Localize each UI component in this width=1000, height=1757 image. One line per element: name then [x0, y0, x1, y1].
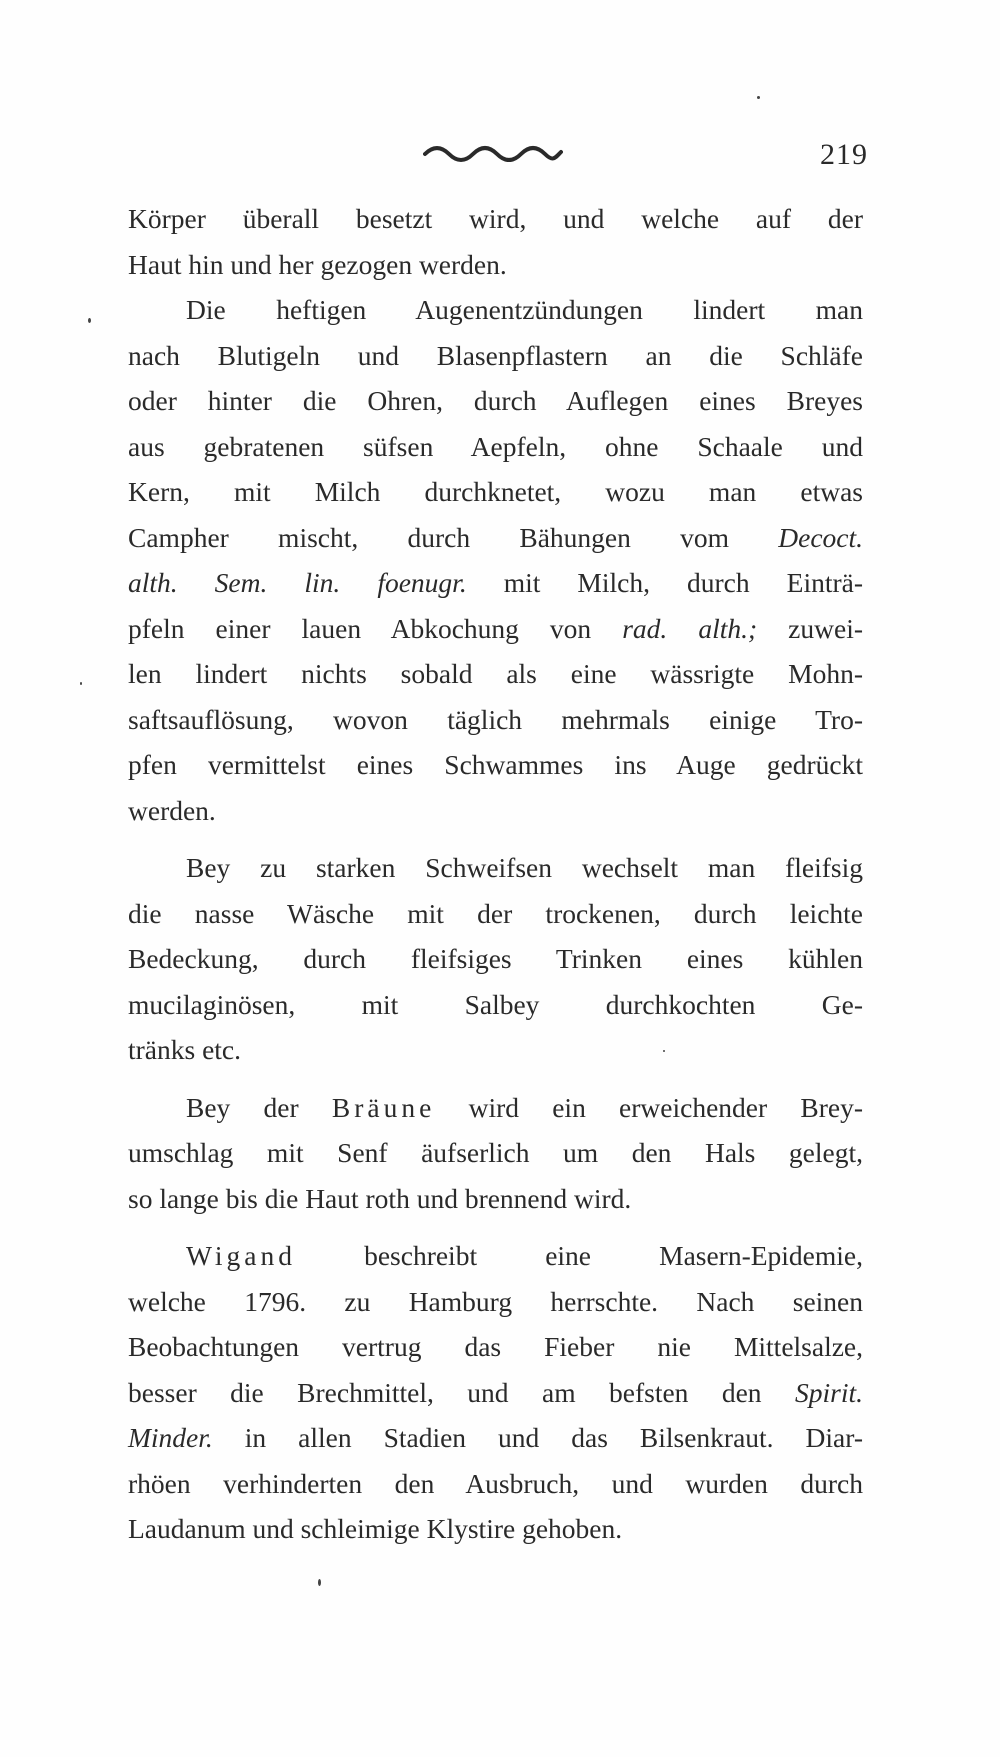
text-line: Haut hin und her gezogen werden. [128, 248, 507, 280]
text-line: die nasse Wäsche mit der trockenen, durch leichte [128, 897, 863, 929]
paper-speck [88, 318, 91, 323]
text-line [128, 1085, 863, 1131]
text-line: so lange bis die Haut roth und brennend wird. [128, 1182, 632, 1214]
text-line [128, 1233, 863, 1279]
text-fragment: Campher mischt, durch Bähungen vom [128, 521, 730, 553]
text-line: oder hinter die Ohren, durch Auflegen eines Breyes [128, 385, 863, 416]
text-line: rhöen verhinderten den Ausbruch, und wurden durch [128, 1467, 863, 1499]
text-fragment: besser die Brechmittel, und am befsten den [128, 1376, 762, 1408]
text-fragment: mit Milch, durch Einträ- [503, 567, 863, 598]
text-line: pfen vermittelst eines Schwammes ins Auge gedrückt [128, 749, 863, 780]
text-line: Laudanum und schleimige Klystire gehoben. [128, 1513, 623, 1544]
text-line: Körper überall besetzt wird, und welche auf der [128, 203, 863, 234]
ornament-rule [423, 144, 563, 162]
text-line: saftsauflösung, wovon täglich mehrmals einige Tro- [128, 703, 863, 735]
author-name: Wigand [186, 1240, 296, 1271]
text-line: Kern, mit Milch durchknetet, wozu man etwas [128, 476, 863, 507]
text-line: aus gebratenen süfsen Aepfeln, ohne Schaale und [128, 430, 863, 462]
text-line [128, 560, 863, 606]
paper-speck [80, 682, 82, 685]
text-line: Die heftigen Augenentzündungen lindert man [186, 294, 863, 325]
text-line: werden. [128, 794, 216, 826]
text-line [128, 606, 863, 652]
paper-speck [757, 96, 760, 99]
text-line: welche 1796. zu Hamburg herrschte. Nach seinen [128, 1285, 863, 1317]
text-line: Bedeckung, durch fleifsiges Trinken eines kühlen [128, 943, 863, 974]
italic-term: Decoct. [778, 521, 864, 553]
page-header [128, 138, 868, 178]
text-line: nach Blutigeln und Blasenpflastern an die Schläfe [128, 339, 863, 371]
text-fragment: Bey der [186, 1091, 299, 1123]
italic-term: rad. alth.; [622, 612, 758, 644]
paragraph-1 [128, 196, 863, 287]
text-fragment: wird ein erweichender Brey- [468, 1091, 864, 1123]
body-text [128, 196, 863, 1552]
text-line [128, 1370, 863, 1416]
text-fragment: zuwei- [788, 612, 863, 644]
page-number: 219 [820, 138, 868, 171]
text-fragment: beschreibt eine Masern-Epidemie, [364, 1240, 864, 1271]
text-line: Bey zu starken Schweifsen wechselt man fleifsig [186, 852, 863, 883]
paper-speck [318, 1579, 321, 1586]
italic-term: Minder. [128, 1422, 213, 1453]
text-line [128, 515, 863, 561]
italic-term: Spirit. [795, 1376, 863, 1408]
text-fragment: in allen Stadien und das Bilsenkraut. Diar- [244, 1422, 864, 1453]
text-line: umschlag mit Senf äufserlich um den Hals gelegt, [128, 1137, 863, 1168]
italic-term: alth. Sem. lin. foenugr. [128, 567, 467, 598]
text-line [128, 1415, 863, 1461]
text-fragment: pfeln einer lauen Abkochung von [128, 612, 592, 644]
paragraph-2 [128, 287, 863, 833]
paragraph-3 [128, 845, 863, 1073]
text-line: Beobachtungen vertrug das Fieber nie Mittelsalze, [128, 1331, 863, 1362]
text-line: tränks etc. [128, 1034, 242, 1065]
text-line: mucilaginösen, mit Salbey durchkochten Ge- [128, 988, 863, 1020]
paragraph-4 [128, 1085, 863, 1222]
text-line: len lindert nichts sobald als eine wässrigte Mohn- [128, 658, 863, 689]
emphasized-term: Bräune [331, 1091, 436, 1123]
paragraph-5 [128, 1233, 863, 1552]
paper-speck [663, 1050, 665, 1052]
